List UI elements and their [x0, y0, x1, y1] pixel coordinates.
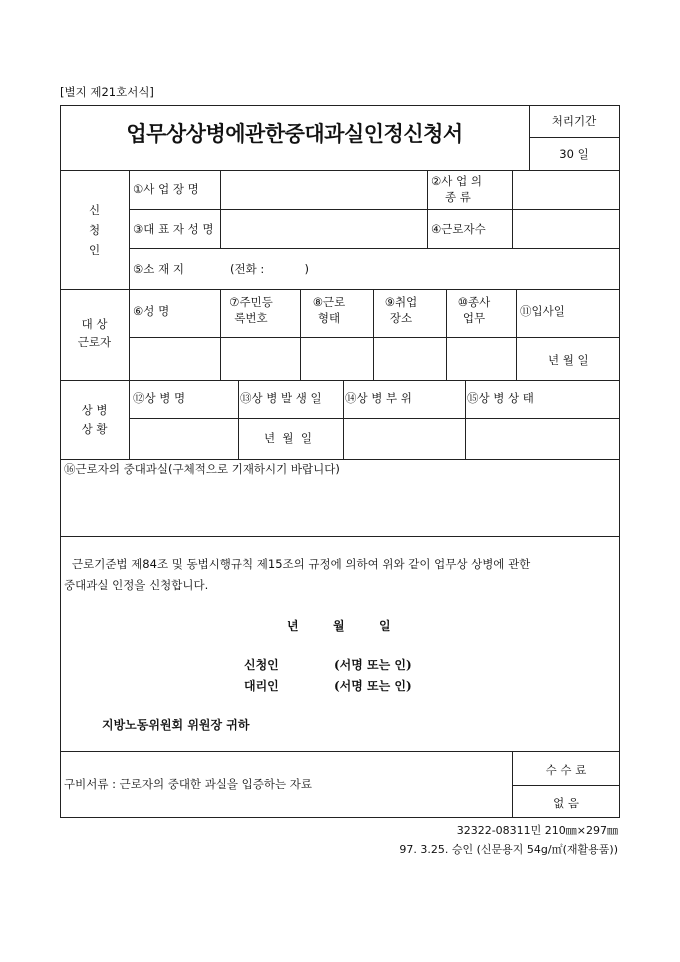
attachment-text: 구비서류 : 근로자의 중대한 과실을 입증하는 자료 — [64, 777, 312, 791]
injury-name-label: ⑫상 병 명 — [133, 391, 186, 405]
injury-status-label: ⑮상 병 상 태 — [467, 391, 534, 405]
form-number: [별지 제21호서식] — [60, 85, 154, 99]
fee-label: 수 수 료 — [545, 763, 587, 777]
fee-value: 없 음 — [553, 796, 579, 810]
processing-value: 30 일 — [559, 147, 589, 161]
agent-sign-label: 대리인 — [244, 679, 279, 693]
business-type-field[interactable] — [514, 173, 618, 208]
statement-line-1: 근로기준법 제84조 및 동법시행규칙 제15조의 규정에 의하여 위와 같이 업무상 상병에 관한 — [72, 557, 531, 571]
applicant-sign-note[interactable]: (서명 또는 인) — [334, 658, 412, 672]
processing-label: 처리기간 — [551, 114, 597, 128]
injury-date-field[interactable]: 년 월 일 — [264, 431, 312, 445]
footer-code: 32322-08311민 210㎜×297㎜ — [456, 824, 618, 837]
injury-part-label: ⑭상 병 부 위 — [345, 391, 412, 405]
injury-status-field[interactable] — [467, 420, 618, 458]
form-title: 업무상상병에관한중대과실인정신청서 — [126, 121, 463, 146]
work-form-label: ⑧근로 형태 — [312, 295, 346, 325]
work-place-label: ⑨취업 장소 — [384, 295, 418, 325]
hire-date-field[interactable]: 년 월 일 — [548, 353, 589, 367]
applicant-sign-label: 신청인 — [244, 658, 279, 672]
business-name-field[interactable] — [222, 173, 426, 208]
work-place-field[interactable] — [375, 340, 445, 378]
date-day: 일 — [379, 619, 391, 633]
rrn-field[interactable] — [222, 340, 299, 378]
negligence-field[interactable] — [62, 480, 618, 534]
injury-name-field[interactable] — [131, 420, 237, 458]
rrn-label: ⑦주민등 록번호 — [229, 295, 273, 325]
addressee: 지방노동위원회 위원장 귀하 — [102, 718, 250, 732]
date-year: 년 — [287, 619, 299, 633]
duty-label: ⑩종사 업무 — [457, 295, 491, 325]
injury-section-label: 상 병 상 황 — [81, 403, 108, 436]
injury-part-field[interactable] — [345, 420, 464, 458]
work-form-field[interactable] — [302, 340, 372, 378]
business-name-label: ①사 업 장 명 — [133, 182, 199, 196]
worker-section-label: 대 상 근로자 — [77, 317, 112, 349]
worker-name-field[interactable] — [131, 340, 219, 378]
worker-name-label: ⑥성 명 — [133, 304, 170, 318]
date-month: 월 — [333, 619, 345, 633]
hire-date-label: ⑪입사일 — [520, 304, 565, 318]
workers-field[interactable] — [514, 212, 618, 247]
negligence-label: ⑯근로자의 중대과실(구체적으로 기재하시기 바랍니다) — [64, 462, 340, 476]
footer-approval: 97. 3.25. 승인 (신문용지 54g/㎡(재활용품)) — [399, 843, 618, 856]
business-type-label: ②사 업 의 종 류 — [431, 174, 482, 204]
workers-label: ④근로자수 — [431, 222, 486, 236]
applicant-section-label: 신 청 인 — [88, 203, 101, 257]
phone-field[interactable]: (전화 : ) — [230, 262, 309, 276]
agent-sign-note[interactable]: (서명 또는 인) — [334, 679, 412, 693]
representative-field[interactable] — [222, 212, 426, 247]
representative-label: ③대 표 자 성 명 — [133, 222, 214, 236]
duty-field[interactable] — [448, 340, 515, 378]
statement-line-2: 중대과실 인정을 신청합니다. — [64, 578, 209, 592]
injury-date-label: ⑬상 병 발 생 일 — [240, 391, 322, 405]
location-label: ⑤소 재 지 — [133, 262, 184, 276]
